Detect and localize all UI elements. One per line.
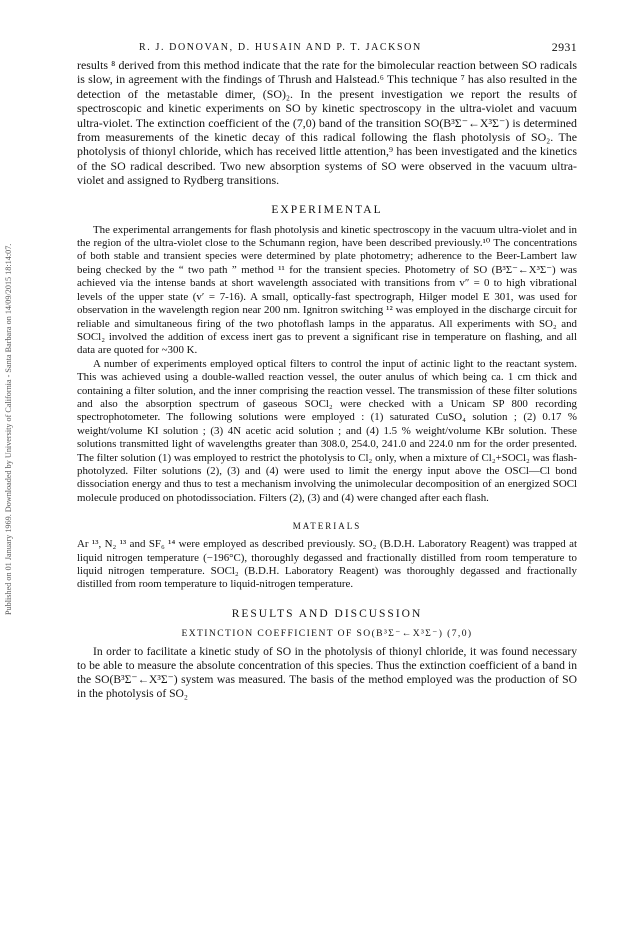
- running-header: [77, 40, 577, 58]
- experimental-paragraph-2: A number of experiments employed optical filters to control the input of actinic light to the reactant system. This was achieved using a double-walled reaction vessel, the outer anulus of which being ca. 1 cm thick and containing a filter solution, and the inner comprising the reaction vessel. The transmission of these filter solutions and also the absorption spectrum of gaseous SOCl₂ were checked with a Unicam SP 800 recording spectrophotometer. The following solutions were employed : (1) saturated CuSO₄ solution ; (2) 0.17 % weight/volume KI solution ; (3) 4N acetic acid solution ; and (4) 1.5 % weight/volume KBr solution. These solutions transmitted light of wavelengths greater than 308.0, 254.0, 241.0 and 224.0 nm for the order presented. The filter solution (1) was employed to restrict the photolysis to Cl₂ only, when a mixture of Cl₂+SOCl₂ was flash-photolyzed. Filter solutions (2), (3) and (4) were used to limit the energy input above the OSCl—Cl bond dissociation energy and thus to test a mechanism involving the unimolecular decomposition of an energized SOCl molecule produced on photodissociation. Filters (2), (3) and (4) were changed after each flash.: [77, 357, 577, 504]
- paper-page: [77, 40, 577, 702]
- subsection-heading-extinction: EXTINCTION COEFFICIENT OF SO(B³Σ⁻←X³Σ⁻) (7,0): [181, 627, 473, 639]
- section-heading-results: RESULTS AND DISCUSSION: [231, 607, 423, 620]
- section-heading-materials: MATERIALS: [292, 521, 362, 532]
- intro-paragraph: results ⁸ derived from this method indicate that the rate for the bimolecular reaction between SO radicals is slow, in agreement with the findings of Thrush and Halstead.⁶ This technique ⁷ has also resulted in the detection of the metastable dimer, (SO)₂. In the present investigation we report the results of spectroscopic and kinetic experiments on SO by kinetic spectroscopy in the ultra-violet and vacuum ultra-violet. The extinction coefficient of the (7,0) band of the transition SO(B³Σ⁻←X³Σ⁻) is determined from measurements of the kinetic decay of this radical following the flash photolysis of SO₂. The photolysis of thionyl chloride, which has received little attention,⁹ has been investigated and the kinetics of the SO radical described. Two new absorption systems of SO were observed in the vacuum ultra-violet and assigned to Rydberg transitions.: [77, 58, 577, 188]
- section-heading-experimental: EXPERIMENTAL: [271, 203, 383, 216]
- results-paragraph: In order to facilitate a kinetic study of SO in the photolysis of thionyl chloride, it was found necessary to be able to measure the absolute concentration of this species. Thus the extinction coefficient of a band in the SO(B³Σ⁻←X³Σ⁻) system was measured. The basis of the method employed was the production of SO in the photolysis of SO₂: [77, 644, 577, 701]
- materials-paragraph: Ar ¹³, N₂ ¹³ and SF₆ ¹⁴ were employed as described previously. SO₂ (B.D.H. Laboratory Reagent) was trapped at liquid nitrogen temperature (−196°C), thoroughly degassed and fractionally distilled from room temperature to liquid nitrogen temperature. SOCl₂ (B.D.H. Laboratory Reagent) was thoroughly degassed and fractionally distilled from room temperature to liquid-nitrogen temperature.: [77, 538, 577, 591]
- page-number: 2931: [551, 40, 577, 54]
- download-watermark-text: Published on 01 January 1969. Downloaded by University of California - Santa Barbara on 14/09/2015 18:14:07.: [4, 243, 13, 615]
- experimental-paragraph-1: The experimental arrangements for flash photolysis and kinetic spectroscopy in the vacuum ultra-violet and in the region of the ultra-violet close to the Schumann region, have been described previously.¹⁰ The concentrations of both stable and transient species were determined by plate photometry; adherence to the Beer-Lambert law being checked by the “ two path ” method ¹¹ for the transient species. Photometry of SO (B³Σ⁻←X³Σ⁻) was achieved via the intense bands at short wavelength associated with transitions from v″ = 0 to high vibrational levels of the upper state (v′ = 7-16). A small, optically-fast spectrograph, Hilger model E 301, was used for observation in the wavelength region near 200 nm. Ignitron switching ¹² was employed in the discharge circuit for reliable and simultaneous firing of the two photoflash lamps in the apparatus. All experiments with SO₂ and SOCl₂ involved the addition of excess inert gas to prevent a significant rise in temperature on flashing, and all data are quoted for ~300 K.: [77, 223, 577, 357]
- download-watermark: [3, 95, 17, 615]
- header-authors: R. J. DONOVAN, D. HUSAIN AND P. T. JACKSON: [139, 42, 422, 53]
